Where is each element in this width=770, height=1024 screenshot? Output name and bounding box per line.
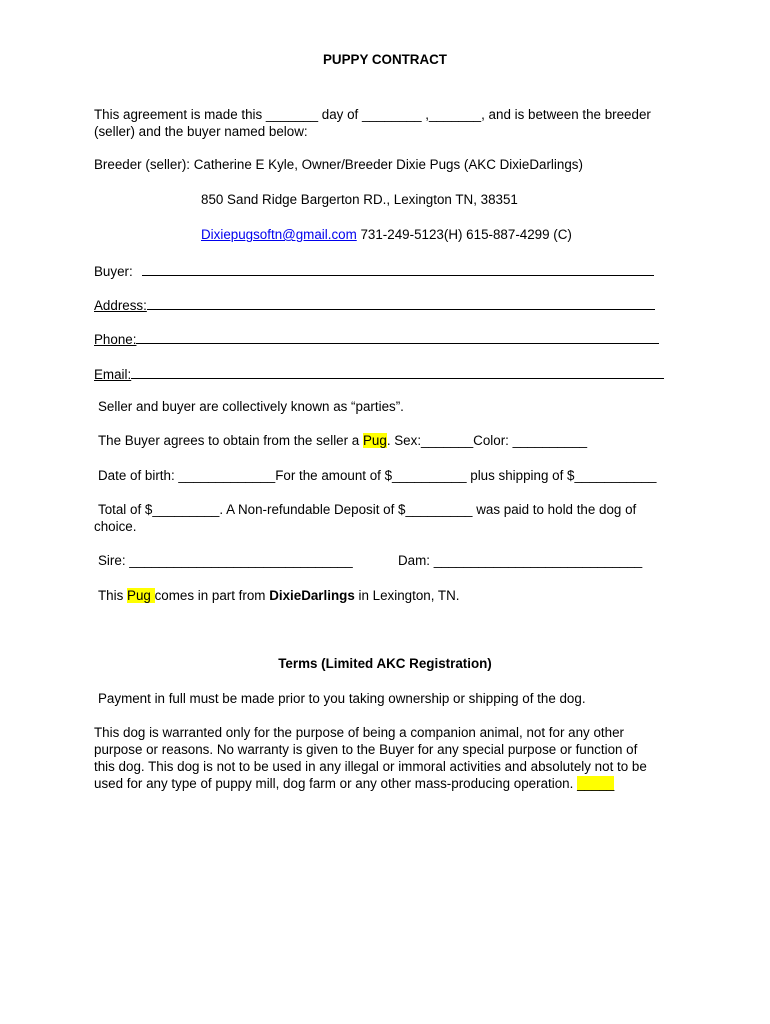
breeder-phones: 731-249-5123(H) 615-887-4299 (C) bbox=[356, 227, 572, 242]
address-input-line[interactable] bbox=[147, 295, 655, 310]
initial-blank[interactable]: _____ bbox=[577, 776, 615, 791]
breeder-email-link[interactable]: Dixiepugsoftn@gmail.com bbox=[201, 227, 357, 242]
warranty-line-3: this dog. This dog is not to be used in any illegal or immoral activities and absolutely not to be bbox=[94, 759, 647, 774]
agreement-date-line: This agreement is made this _______ day of ________ ,_______, and is between the breeder bbox=[94, 107, 651, 122]
email-input-line[interactable] bbox=[131, 364, 664, 379]
origin-mid: comes in part from bbox=[154, 588, 270, 603]
payment-terms: Payment in full must be made prior to you taking ownership or shipping of the dog. bbox=[98, 691, 586, 706]
warranty-line-1: This dog is warranted only for the purpose of being a companion animal, not for any other bbox=[94, 725, 624, 740]
phone-label: Phone: bbox=[94, 332, 137, 347]
email-field bbox=[94, 364, 664, 383]
obtain-line bbox=[98, 432, 587, 449]
obtain-post: . Sex:_______Color: __________ bbox=[386, 433, 588, 448]
terms-heading: Terms (Limited AKC Registration) bbox=[278, 656, 492, 671]
buyer-input-line[interactable] bbox=[142, 261, 654, 276]
dob-line: Date of birth: _____________For the amount of $__________ plus shipping of $___________ bbox=[98, 468, 657, 483]
buyer-label: Buyer: bbox=[94, 264, 133, 279]
document-title: PUPPY CONTRACT bbox=[322, 52, 447, 67]
warranty-line-4 bbox=[94, 775, 614, 792]
obtain-pre: The Buyer agrees to obtain from the seller a bbox=[98, 433, 363, 448]
buyer-field bbox=[94, 261, 654, 280]
breeder-line: Breeder (seller): Catherine E Kyle, Owner/Breeder Dixie Pugs (AKC DixieDarlings) bbox=[94, 157, 583, 172]
origin-kennel: DixieDarlings bbox=[269, 588, 355, 603]
origin-pre: This bbox=[98, 588, 128, 603]
parties-line: Seller and buyer are collectively known as “parties”. bbox=[98, 399, 404, 414]
warranty-line-2: purpose or reasons. No warranty is given to the Buyer for any special purpose or function of bbox=[94, 742, 638, 757]
phone-field bbox=[94, 329, 659, 348]
total-line: Total of $_________. A Non-refundable Deposit of $_________ was paid to hold the dog of bbox=[98, 502, 637, 517]
address-field bbox=[94, 295, 655, 314]
origin-post: in Lexington, TN. bbox=[354, 588, 460, 603]
dam-line: Dam: ____________________________ bbox=[398, 553, 643, 568]
warranty-line-4-text: used for any type of puppy mill, dog farm or any other mass-producing operation. bbox=[94, 776, 578, 791]
phone-input-line[interactable] bbox=[136, 329, 659, 344]
sire-line: Sire: ______________________________ bbox=[98, 553, 353, 568]
breeder-address: 850 Sand Ridge Bargerton RD., Lexington TN, 38351 bbox=[201, 192, 518, 207]
address-label: Address: bbox=[94, 298, 147, 313]
email-label: Email: bbox=[94, 367, 132, 382]
origin-line bbox=[98, 587, 460, 604]
origin-pug-highlight: Pug bbox=[127, 588, 155, 603]
pug-highlight: Pug bbox=[362, 433, 387, 448]
agreement-parties-line: (seller) and the buyer named below: bbox=[94, 124, 308, 139]
total-line-cont: choice. bbox=[94, 519, 137, 534]
breeder-contact bbox=[201, 226, 572, 243]
